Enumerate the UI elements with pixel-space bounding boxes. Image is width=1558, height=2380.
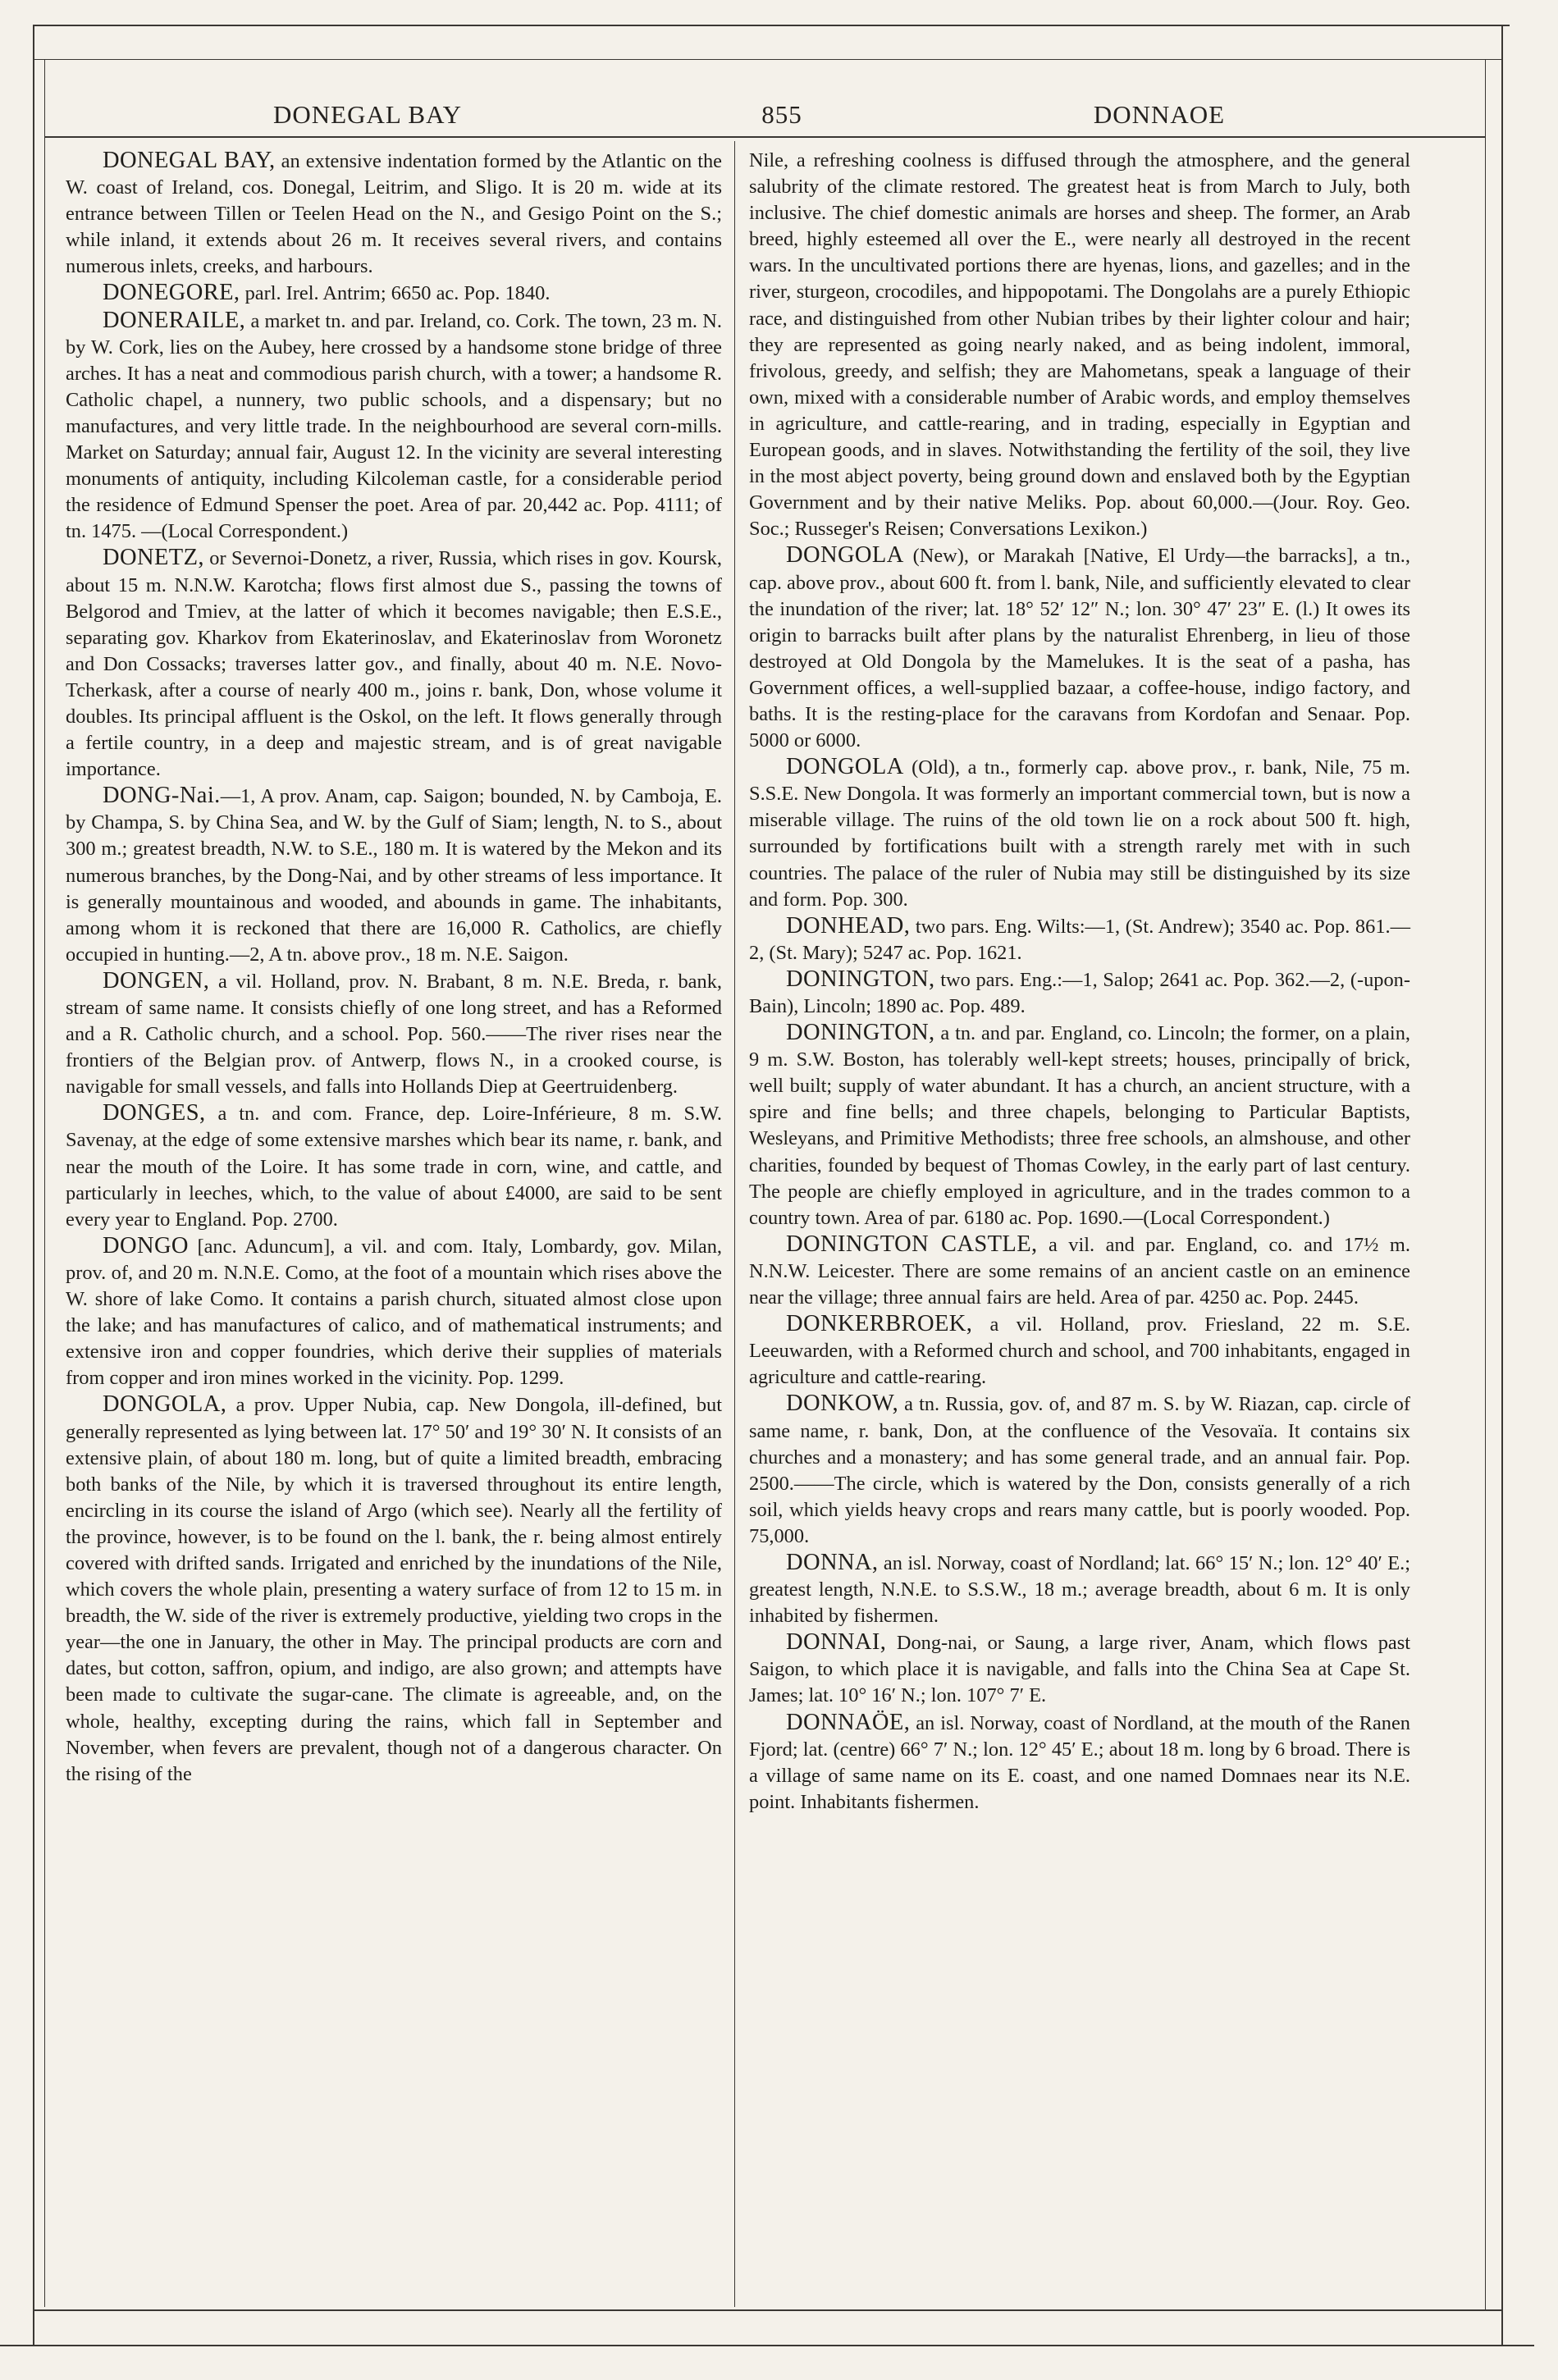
frame-inner-left-rule [44, 59, 45, 2307]
right-column [749, 148, 1410, 1816]
gazetteer-entry [749, 148, 1410, 542]
entry-text: an isl. Norway, coast of Nordland; lat. 66° 15′ N.; lon. 12° 40′ E.; greatest length, N.N.E. to S.S.W., 18 m.; average breadth, about 6 m. It is only inhabited by fishermen. [749, 1551, 1410, 1628]
entry-headword: DONGES, [103, 1100, 206, 1126]
entry-text: (Old), a tn., formerly cap. above prov., r. bank, Nile, 75 m. S.S.E. New Dongola. It was formerly an important commercial town, but is now a miserable village. The ruins of the old town lie on a rock about 500 ft. high, surrounded by fortifications built with a strength rarely met with in such countries. The palace of the ruler of Nubia may still be distinguished by its size and form. Pop. 300. [749, 756, 1410, 911]
frame-right-rule [1501, 25, 1503, 2346]
entry-headword: DONGOLA, [103, 1391, 227, 1418]
entry-text: a prov. Upper Nubia, cap. New Dongola, ill-defined, but generally represented as lying between lat. 17° 50′ and 19° 30′ N. It consists of an extensive plain, of about 180 m. long, but of quite a limited breadth, embracing both banks of the Nile, by which it is traversed throughout its entire length, encircling in its course the island of Argo (which see). Nearly all the fertility of the province, however, is to be found on the l. bank, the r. being almost entirely covered with drifted sands. Irrigated and enriched by the inundations of the Nile, which covers the whole plain, presenting a watery surface of from 12 to 15 m. in breadth, the W. side of the river is extremely productive, yielding two crops in the year—the one in January, the other in May. The principal products are corn and dates, but cotton, saffron, opium, and indigo, are also grown; and attempts have been made to cultivate the sugar-cane. The climate is agreeable, and, on the whole, healthy, excepting during the rains, which fall in September and November, when fevers are prevalent, though not of a dangerous character. On the rising of the [66, 1394, 722, 1785]
entry-text: Nile, a refreshing coolness is diffused through the atmosphere, and the general salubrity of the climate restored. The greatest heat is from March to July, both inclusive. The chief domestic animals are horses and sheep. The former, an Arab breed, highly esteemed all over the E., were nearly all destroyed in the recent wars. In the uncultivated portions there are hyenas, lions, and gazelles; and in the river, sturgeon, crocodiles, and hippopotami. The Dongolahs are a purely Ethiopic race, and distinguished from other Nubian tribes by their lighter colour and hair; they are represented as going nearly naked, and as being indolent, immoral, frivolous, greedy, and selfish; they are Mahometans, speak a language of their own, mixed with a considerable number of Arabic words, and employ themselves in agriculture, and cattle-rearing, and in trading, especially in Egyptian and European goods, and in slaves. Notwithstanding the fertility of the soil, they live in the most abject poverty, being ground down and enslaved both by the Egyptian Government and by their native Meliks. Pop. about 60,000.—(Jour. Roy. Geo. Soc.; Russeger's Reisen; Conversations Lexikon.) [749, 149, 1410, 541]
entry-headword: DONNAI, [786, 1629, 887, 1656]
entry-headword: DONHEAD, [786, 912, 911, 939]
entry-headword: DONINGTON, [786, 966, 935, 992]
entry-text: a market tn. and par. Ireland, co. Cork. The town, 23 m. N. by W. Cork, lies on the Aubey, here crossed by a handsome stone bridge of three arches. It has a neat and commodious parish church, with a tower; a handsome R. Catholic chapel, a nunnery, two public schools, and a dispensary; but no manufactures, and very little trade. In the neighbourhood are several corn-mills. Market on Saturday; annual fair, August 12. In the vicinity are several interesting monuments of antiquity, including Kilcoleman castle, for a considerable period the residence of Edmund Spenser the poet. Area of par. 20,442 ac. Pop. 4111; of tn. 1475. —(Local Correspondent.) [66, 309, 722, 543]
entry-text: an isl. Norway, coast of Nordland, at the mouth of the Ranen Fjord; lat. (centre) 66° 7′ N.; lon. 12° 45′ E.; about 18 m. long by 6 broad. There is a village of same name on its E. coast, and one named Domnaes near its N.E. point. Inhabitants fishermen. [749, 1711, 1410, 1813]
entry-headword: DONGO [103, 1232, 189, 1259]
frame-bottom-rule [33, 2309, 1501, 2311]
gazetteer-entry [66, 545, 722, 783]
entry-text: [anc. Aduncum], a vil. and com. Italy, Lombardy, gov. Milan, prov. of, and 20 m. N.N.E. Como, at the foot of a mountain which rises above the W. shore of lake Como. It contains a parish church, situated almost close upon the lake; and has manufactures of calico, and of mathematical instruments; and extensive iron and copper foundries, which derive their supplies of materials from copper and iron mines worked in the vicinity. Pop. 1299. [66, 1235, 722, 1390]
entry-text: a vil. and par. England, co. and 17½ m. N.N.W. Leicester. There are some remains of an ancient castle on an eminence near the village; three annual fairs are held. Area of par. 4250 ac. Pop. 2445. [749, 1233, 1410, 1309]
header-underline [45, 136, 1486, 138]
entry-text: two pars. Eng. Wilts:—1, (St. Andrew); 3540 ac. Pop. 861.—2, (St. Mary); 5247 ac. Pop. 1621. [749, 915, 1410, 964]
entry-headword: DONGOLA [786, 754, 904, 780]
entry-text: a vil. Holland, prov. N. Brabant, 8 m. N.E. Breda, r. bank, stream of same name. It consists chiefly of one long street, and has a Reformed and a R. Catholic church, and a school. Pop. 560.——The river rises near the frontiers of the Belgian prov. of Antwerp, flows N., in a crooked course, is navigable for small vessels, and falls into Hollands Diep at Geertruidenberg. [66, 970, 722, 1099]
left-column [66, 148, 722, 1788]
gazetteer-entry [749, 1710, 1410, 1816]
entry-text: a tn. Russia, gov. of, and 87 m. S. by W. Riazan, cap. circle of same name, r. bank, Don, at the confluence of the Vesovaïa. It contains six churches and a monastery; and has some general trade, and an annual fair. Pop. 2500.——The circle, which is watered by the Don, consists generally of a rich soil, which yields heavy crops and rears many cattle, but is poorly wooded. Pop. 75,000. [749, 1393, 1410, 1547]
gazetteer-entry [66, 1391, 722, 1787]
entry-headword: DONG-Nai. [103, 783, 221, 809]
gazetteer-entry [66, 1233, 722, 1392]
running-header [52, 100, 1442, 135]
entry-headword: DONGOLA [786, 542, 904, 569]
entry-headword: DONERAILE, [103, 307, 246, 333]
gazetteer-entry [749, 1231, 1410, 1311]
gazetteer-entry [749, 1311, 1410, 1391]
entry-headword: DONNAÖE, [786, 1709, 911, 1735]
frame-inner-top-rule [33, 59, 1501, 60]
entry-text: —1, A prov. Anam, cap. Saigon; bounded, N. by Camboja, E. by Champa, S. by China Sea, and W. by the Gulf of Siam; length, N. to S., about 300 m.; greatest breadth, N.W. to S.E., 180 m. It is watered by the Mekon and its numerous branches, by the Dong-Nai, and by other streams of less importance. It is generally mountainous and wooded, and abounds in game. The inhabitants, among whom it is reckoned that there are 16,000 R. Catholics, are chiefly occupied in hunting.—2, A tn. above prov., 18 m. N.E. Saigon. [66, 785, 722, 966]
entry-headword: DONEGAL BAY, [103, 148, 276, 173]
entry-headword: DONKERBROEK, [786, 1311, 973, 1337]
gazetteer-entry [749, 1391, 1410, 1550]
entry-text: a tn. and com. France, dep. Loire-Inférieure, 8 m. S.W. Savenay, at the edge of some extensive marshes which bear its name, r. bank, and near the mouth of the Loire. It has some trade in corn, wine, and cattle, and particularly in leeches, which, to the value of about £4000, are said to be sent every year to England. Pop. 2700. [66, 1103, 722, 1231]
frame-left-rule [33, 25, 34, 2346]
gazetteer-entry [66, 280, 722, 307]
frame-outer-right-rule [1485, 59, 1486, 2311]
page-number: 855 [761, 100, 802, 129]
entry-text: a vil. Holland, prov. Friesland, 22 m. S.E. Leeuwarden, with a Reformed church and school, and 700 inhabitants, engaged in agriculture and cattle-rearing. [749, 1313, 1410, 1389]
entry-text: or Severnoi-Donetz, a river, Russia, which rises in gov. Koursk, about 15 m. N.N.W. Karotcha; flows first almost due S., passing the towns of Belgorod and Tmiev, at the latter of which it becomes navigable; then E.S.E., separating gov. Kharkov from Ekaterinoslav, and Ekaterinoslav from Woronetz and Don Cossacks; traverses latter gov., and finally, about 40 m. N.E. Novo-Tcherkask, after a course of nearly 400 m., joins r. bank, Don, whose volume it doubles. Its principal affluent is the Oskol, on the left. It flows generally through a fertile country, in a deep and majestic stream, and is of great navigable importance. [66, 547, 722, 781]
gazetteer-entry [749, 913, 1410, 966]
entry-headword: DONINGTON CASTLE, [786, 1231, 1038, 1257]
entry-text: a tn. and par. England, co. Lincoln; the former, on a plain, 9 m. S.W. Boston, has tolerably well-kept streets; houses, principally of brick, well built; supply of water abundant. It has a church, an ancient structure, with a spire and fine bells; and three chapels, belonging to Particular Baptists, Wesleyans, and Primitive Methodists; three free schools, an almshouse, and other charities, founded by bequest of Thomas Cowley, in the early part of last century. The people are chiefly employed in agriculture, and in the trades common to a country town. Area of par. 6180 ac. Pop. 1690.—(Local Correspondent.) [749, 1022, 1410, 1229]
entry-text: parl. Irel. Antrim; 6650 ac. Pop. 1840. [240, 282, 551, 305]
gazetteer-entry [749, 542, 1410, 754]
gazetteer-entry [749, 1550, 1410, 1629]
gazetteer-entry [749, 966, 1410, 1020]
entry-headword: DONNA, [786, 1549, 879, 1575]
entry-text: two pars. Eng.:—1, Salop; 2641 ac. Pop. 362.—2, (-upon-Bain), Lincoln; 1890 ac. Pop. 489. [749, 968, 1410, 1017]
entry-text: (New), or Marakah [Native, El Urdy—the barracks], a tn., cap. above prov., about 600 ft. from l. bank, Nile, and sufficiently elevated to clear the inundation of the river; lat. 18° 52′ 12″ N.; lon. 30° 47′ 23″ E. (l.) It owes its origin to barracks built after plans by the naturalist Ehrenberg, in lieu of those destroyed at Old Dongola by the Mamelukes. It is the seat of a pasha, has Government offices, a well-supplied bazaar, a coffee-house, indigo factory, and baths. It is the resting-place for the caravans from Kordofan and Senaar. Pop. 5000 or 6000. [749, 545, 1410, 752]
entry-headword: DONKOW, [786, 1391, 899, 1417]
gazetteer-entry [66, 148, 722, 280]
gazetteer-entry [66, 783, 722, 968]
header-right-term: DONNAOE [1093, 100, 1226, 129]
entry-headword: DONINGTON, [786, 1020, 935, 1046]
frame-top-rule [33, 25, 1510, 26]
header-left-term: DONEGAL BAY [272, 100, 462, 129]
entry-text: Dong-nai, or Saung, a large river, Anam, which flows past Saigon, to which place it is navigable, and falls into the China Sea at Cape St. James; lat. 10° 16′ N.; lon. 107° 7′ E. [749, 1632, 1410, 1707]
gazetteer-entry [66, 1100, 722, 1232]
entry-text: an extensive indentation formed by the Atlantic on the W. coast of Ireland, cos. Donegal, Leitrim, and Sligo. It is 20 m. wide at its entrance between Tillen or Teelen Head on the N., and Gesigo Point on the S.; while inland, it extends about 26 m. It receives several rivers, and contains numerous inlets, creeks, and harbours. [66, 150, 722, 278]
gazetteer-entry [749, 754, 1410, 913]
entry-headword: DONETZ, [103, 545, 204, 571]
gazetteer-entry [749, 1629, 1410, 1709]
entry-headword: DONEGORE, [103, 280, 240, 306]
column-divider [734, 141, 735, 2307]
gazetteer-entry [66, 968, 722, 1100]
gazetteer-entry [66, 308, 722, 546]
frame-outer-bottom-rule [0, 2345, 1534, 2346]
gazetteer-entry [749, 1020, 1410, 1231]
entry-headword: DONGEN, [103, 967, 210, 994]
